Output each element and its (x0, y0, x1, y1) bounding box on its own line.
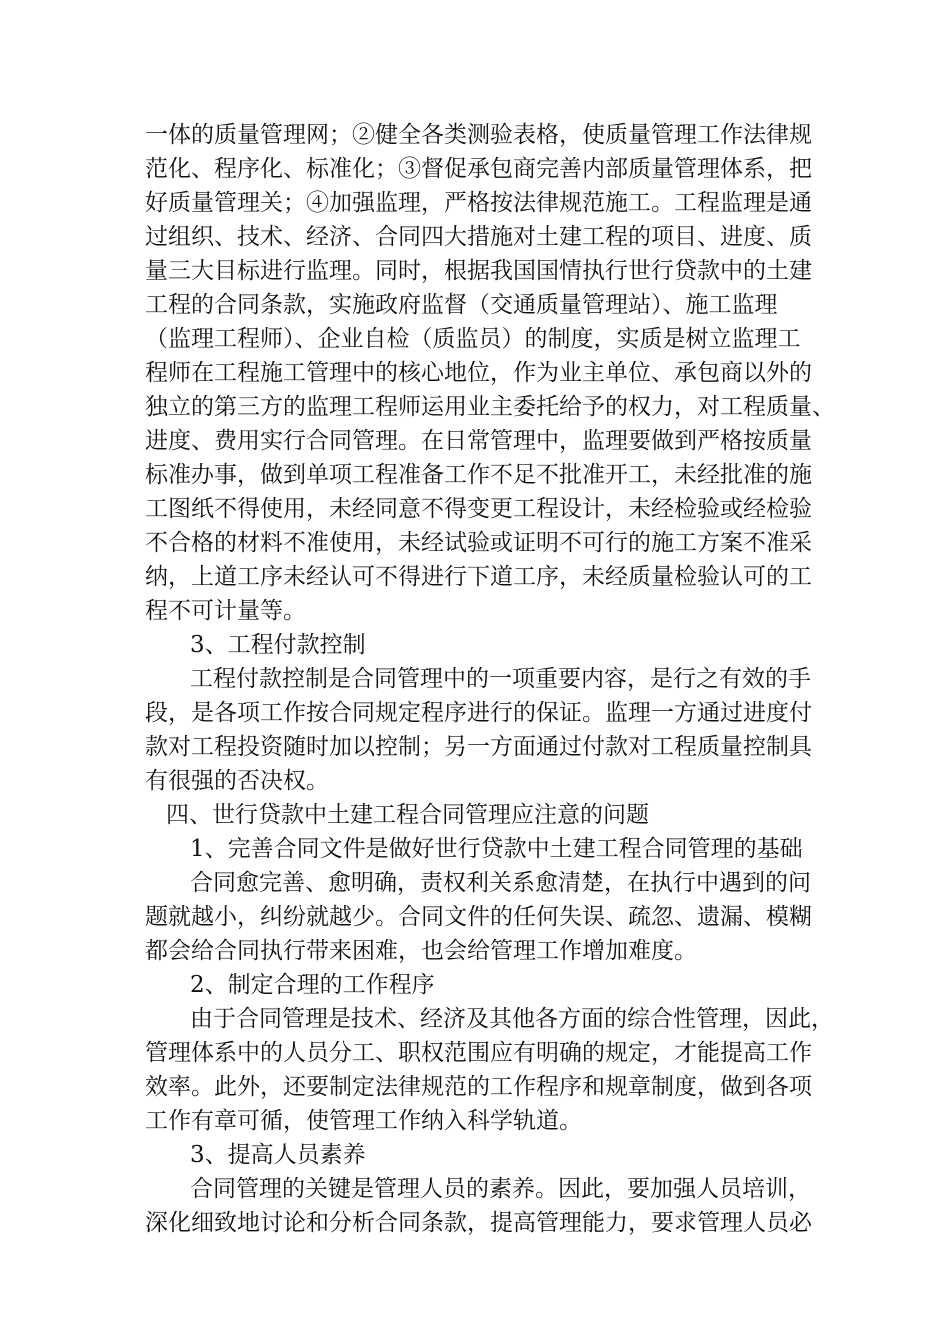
text-line: 量三大目标进行监理。同时，根据我国国情执行世行贷款中的土建 (145, 258, 812, 284)
text-line: 款对工程投资随时加以控制；另一方面通过付款对工程质量控制具 (145, 734, 812, 760)
text-line: 工程付款控制是合同管理中的一项重要内容，是行之有效的手 (190, 666, 811, 692)
chapter-heading: 四、世行贷款中土建工程合同管理应注意的问题 (166, 802, 649, 828)
text-line: 有很强的否决权。 (145, 768, 329, 794)
text-line: 进度、费用实行合同管理。在日常管理中，监理要做到严格按质量 (145, 428, 812, 454)
text-line: 工程的合同条款，实施政府监督（交通质量管理站）、施工监理 (145, 292, 778, 318)
text-line: 题就越小，纠纷就越少。合同文件的任何失误、疏忽、遗漏、模糊 (145, 904, 812, 930)
text-line: 程师在工程施工管理中的核心地位，作为业主单位、承包商以外的 (145, 360, 812, 386)
text-line: 管理体系中的人员分工、职权范围应有明确的规定，才能提高工作 (145, 1040, 812, 1066)
section-heading: 2、制定合理的工作程序 (190, 972, 435, 998)
text-line: 一体的质量管理网；②健全各类测验表格，使质量管理工作法律规 (145, 122, 812, 148)
text-line: 合同管理的关键是管理人员的素养。因此，要加强人员培训， (190, 1176, 811, 1202)
text-line: 由于合同管理是技术、经济及其他各方面的综合性管理，因此， (190, 1006, 834, 1032)
text-line: 合同愈完善、愈明确，责权利关系愈清楚，在执行中遇到的问 (190, 870, 811, 896)
text-line: 工图纸不得使用，未经同意不得变更工程设计，未经检验或经检验 (145, 496, 812, 522)
text-line: 好质量管理关；④加强监理，严格按法律规范施工。工程监理是通 (145, 190, 812, 216)
text-line: 过组织、技术、经济、合同四大措施对土建工程的项目、进度、质 (145, 224, 812, 250)
text-line: 纳，上道工序未经认可不得进行下道工序，未经质量检验认可的工 (145, 564, 812, 590)
text-line: 不合格的材料不准使用，未经试验或证明不可行的施工方案不准采 (145, 530, 812, 556)
text-line: 工作有章可循，使管理工作纳入科学轨道。 (145, 1108, 582, 1134)
section-heading: 1、完善合同文件是做好世行贷款中土建工程合同管理的基础 (190, 836, 803, 862)
text-line: （监理工程师）、企业自检（质监员）的制度，实质是树立监理工 (145, 326, 801, 352)
section-heading: 3、工程付款控制 (190, 632, 366, 658)
text-line: 深化细致地讨论和分析合同条款，提高管理能力，要求管理人员必 (145, 1210, 812, 1236)
text-line: 都会给合同执行带来困难，也会给管理工作增加难度。 (145, 938, 697, 964)
text-line: 程不可计量等。 (145, 598, 306, 624)
text-line: 标准办事，做到单项工程准备工作不足不批准开工，未经批准的施 (145, 462, 812, 488)
section-heading: 3、提高人员素养 (190, 1142, 366, 1168)
text-line: 段，是各项工作按合同规定程序进行的保证。监理一方通过进度付 (145, 700, 812, 726)
text-line: 范化、程序化、标准化；③督促承包商完善内部质量管理体系，把 (145, 156, 812, 182)
text-line: 独立的第三方的监理工程师运用业主委托给予的权力，对工程质量、 (145, 394, 835, 420)
text-line: 效率。此外，还要制定法律规范的工作程序和规章制度，做到各项 (145, 1074, 812, 1100)
